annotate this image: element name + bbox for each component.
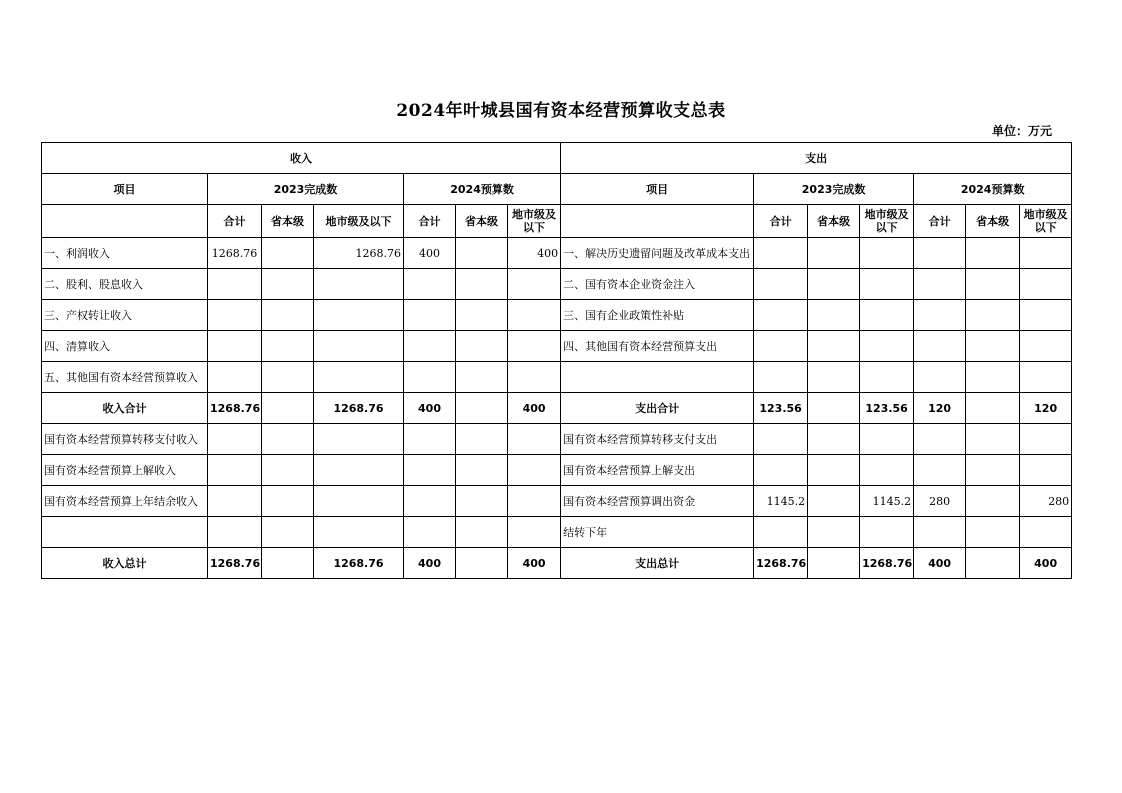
income-header: 收入 (42, 143, 561, 174)
expense-value-cell (966, 517, 1020, 548)
expense-value-cell: 120 (914, 393, 966, 424)
expense-value-cell (860, 300, 914, 331)
expense-value-cell (966, 548, 1020, 579)
col-total: 合计 (754, 205, 808, 238)
income-value-cell (456, 269, 508, 300)
income-value-cell: 400 (404, 393, 456, 424)
table-row (42, 517, 1072, 548)
income-item-label: 一、利润收入 (42, 238, 208, 269)
income-value-cell (508, 517, 561, 548)
expense-value-cell (966, 362, 1020, 393)
income-value-cell (404, 424, 456, 455)
expense-item-label: 支出总计 (561, 548, 754, 579)
col-city: 地市级及以下 (314, 205, 404, 238)
expense-value-cell (914, 238, 966, 269)
income-value-cell (508, 331, 561, 362)
expense-value-cell: 123.56 (860, 393, 914, 424)
expense-item-label: 支出合计 (561, 393, 754, 424)
income-value-cell: 400 (404, 238, 456, 269)
expense-value-cell (914, 331, 966, 362)
expense-value-cell: 1145.2 (754, 486, 808, 517)
expense-value-cell: 1145.2 (860, 486, 914, 517)
income-item-label: 收入合计 (42, 393, 208, 424)
expense-value-cell (754, 517, 808, 548)
expense-value-cell (966, 486, 1020, 517)
col-total: 合计 (208, 205, 262, 238)
expense-value-cell (754, 331, 808, 362)
income-value-cell (208, 455, 262, 486)
income-value-cell (262, 393, 314, 424)
table-row (42, 331, 1072, 362)
expense-item-label: 国有资本经营预算转移支付支出 (561, 424, 754, 455)
table-row (42, 393, 1072, 424)
budget-table (41, 142, 1072, 579)
blank-header-cell (42, 205, 208, 238)
income-item-label: 五、其他国有资本经营预算收入 (42, 362, 208, 393)
expense-item-label: 四、其他国有资本经营预算支出 (561, 331, 754, 362)
income-value-cell (404, 300, 456, 331)
income-item-label (42, 517, 208, 548)
expense-value-cell (1020, 424, 1072, 455)
page-title: 2024年叶城县国有资本经营预算收支总表 (396, 101, 726, 121)
income-value-cell: 1268.76 (208, 238, 262, 269)
expense-value-cell (808, 517, 860, 548)
income-value-cell (208, 300, 262, 331)
income-value-cell (508, 362, 561, 393)
income-value-cell (508, 455, 561, 486)
income-value-cell (314, 517, 404, 548)
expense-value-cell (966, 269, 1020, 300)
income-value-cell: 1268.76 (208, 548, 262, 579)
income-value-cell (404, 269, 456, 300)
col-total: 合计 (914, 205, 966, 238)
expense-value-cell (1020, 300, 1072, 331)
expense-value-cell (808, 362, 860, 393)
income-value-cell (508, 269, 561, 300)
expense-value-cell: 1268.76 (754, 548, 808, 579)
income-value-cell (314, 331, 404, 362)
income-value-cell (314, 424, 404, 455)
expense-value-cell: 400 (914, 548, 966, 579)
income-2023-header: 2023完成数 (208, 174, 404, 205)
expense-item-label: 一、解决历史遗留问题及改革成本支出 (561, 238, 754, 269)
expense-value-cell: 280 (1020, 486, 1072, 517)
expense-value-cell (754, 424, 808, 455)
expense-item-label (561, 362, 754, 393)
income-value-cell (262, 331, 314, 362)
expense-value-cell (860, 362, 914, 393)
income-value-cell (262, 517, 314, 548)
col-province: 省本级 (456, 205, 508, 238)
expense-value-cell (808, 238, 860, 269)
expense-value-cell (808, 300, 860, 331)
income-item-label: 二、股利、股息收入 (42, 269, 208, 300)
expense-value-cell (860, 238, 914, 269)
table-row (42, 486, 1072, 517)
expense-value-cell (808, 424, 860, 455)
income-value-cell: 400 (404, 548, 456, 579)
income-value-cell (262, 362, 314, 393)
col-province: 省本级 (966, 205, 1020, 238)
expense-value-cell (1020, 331, 1072, 362)
table-row (42, 455, 1072, 486)
income-value-cell: 1268.76 (208, 393, 262, 424)
expense-value-cell (860, 455, 914, 486)
expense-value-cell (754, 300, 808, 331)
table-row (42, 238, 1072, 269)
income-value-cell (456, 300, 508, 331)
expense-2024-header: 2024预算数 (914, 174, 1072, 205)
income-value-cell (456, 548, 508, 579)
col-province: 省本级 (808, 205, 860, 238)
income-value-cell: 400 (508, 548, 561, 579)
expense-value-cell (1020, 517, 1072, 548)
income-value-cell (314, 362, 404, 393)
income-item-label: 三、产权转让收入 (42, 300, 208, 331)
income-value-cell (208, 486, 262, 517)
expense-value-cell (860, 269, 914, 300)
expense-item-header: 项目 (561, 174, 754, 205)
income-value-cell (404, 517, 456, 548)
income-value-cell (456, 517, 508, 548)
expense-value-cell (808, 331, 860, 362)
expense-value-cell (966, 300, 1020, 331)
income-item-header: 项目 (42, 174, 208, 205)
expense-value-cell (966, 424, 1020, 455)
unit-label: 单位：万元 (991, 124, 1052, 138)
income-value-cell (456, 362, 508, 393)
table-row (42, 269, 1072, 300)
income-value-cell: 400 (508, 393, 561, 424)
expense-value-cell (966, 331, 1020, 362)
income-value-cell (404, 455, 456, 486)
expense-value-cell (1020, 269, 1072, 300)
income-value-cell (404, 362, 456, 393)
table-row (42, 424, 1072, 455)
income-value-cell (314, 486, 404, 517)
income-value-cell (456, 424, 508, 455)
expense-value-cell: 1268.76 (860, 548, 914, 579)
table-row (42, 548, 1072, 579)
col-total: 合计 (404, 205, 456, 238)
expense-value-cell (914, 362, 966, 393)
col-city: 地市级及以下 (1020, 205, 1072, 238)
income-value-cell (404, 486, 456, 517)
income-item-label: 四、清算收入 (42, 331, 208, 362)
income-value-cell (262, 548, 314, 579)
income-item-label: 收入总计 (42, 548, 208, 579)
table-row (42, 300, 1072, 331)
expense-value-cell (808, 486, 860, 517)
income-value-cell: 1268.76 (314, 393, 404, 424)
income-value-cell: 1268.76 (314, 548, 404, 579)
income-value-cell (456, 455, 508, 486)
income-value-cell (262, 455, 314, 486)
expense-value-cell (754, 269, 808, 300)
expense-value-cell (914, 517, 966, 548)
income-value-cell (208, 517, 262, 548)
expense-value-cell (754, 238, 808, 269)
income-value-cell (262, 238, 314, 269)
income-2024-header: 2024预算数 (404, 174, 561, 205)
expense-value-cell (966, 455, 1020, 486)
income-value-cell (262, 269, 314, 300)
income-value-cell (456, 393, 508, 424)
col-province: 省本级 (262, 205, 314, 238)
expense-item-label: 二、国有资本企业资金注入 (561, 269, 754, 300)
income-value-cell (208, 269, 262, 300)
income-value-cell (508, 486, 561, 517)
income-value-cell (314, 269, 404, 300)
col-city: 地市级及以下 (508, 205, 561, 238)
income-value-cell (262, 300, 314, 331)
income-value-cell (208, 362, 262, 393)
expense-value-cell (860, 331, 914, 362)
expense-value-cell (914, 300, 966, 331)
blank-header-cell (561, 205, 754, 238)
expense-value-cell (1020, 238, 1072, 269)
expense-item-label: 结转下年 (561, 517, 754, 548)
income-value-cell (456, 238, 508, 269)
expense-value-cell (808, 393, 860, 424)
col-city: 地市级及以下 (860, 205, 914, 238)
income-value-cell (456, 331, 508, 362)
expense-value-cell (808, 548, 860, 579)
expense-value-cell: 123.56 (754, 393, 808, 424)
table-row (42, 362, 1072, 393)
income-value-cell: 1268.76 (314, 238, 404, 269)
income-value-cell (508, 424, 561, 455)
expense-value-cell (914, 269, 966, 300)
expense-item-label: 国有资本经营预算上解支出 (561, 455, 754, 486)
income-value-cell (508, 300, 561, 331)
income-item-label: 国有资本经营预算上年结余收入 (42, 486, 208, 517)
income-item-label: 国有资本经营预算转移支付收入 (42, 424, 208, 455)
expense-value-cell: 120 (1020, 393, 1072, 424)
income-value-cell (262, 486, 314, 517)
income-value-cell (314, 455, 404, 486)
income-value-cell (404, 331, 456, 362)
income-value-cell (208, 331, 262, 362)
income-value-cell (314, 300, 404, 331)
expense-value-cell (1020, 455, 1072, 486)
income-value-cell (262, 424, 314, 455)
expense-value-cell (914, 455, 966, 486)
expense-value-cell: 280 (914, 486, 966, 517)
expense-value-cell (914, 424, 966, 455)
expense-value-cell: 400 (1020, 548, 1072, 579)
expense-value-cell (860, 517, 914, 548)
income-value-cell: 400 (508, 238, 561, 269)
income-item-label: 国有资本经营预算上解收入 (42, 455, 208, 486)
expense-item-label: 三、国有企业政策性补贴 (561, 300, 754, 331)
income-value-cell (208, 424, 262, 455)
expense-value-cell (966, 393, 1020, 424)
income-value-cell (456, 486, 508, 517)
expense-value-cell (754, 362, 808, 393)
expense-item-label: 国有资本经营预算调出资金 (561, 486, 754, 517)
expense-value-cell (966, 238, 1020, 269)
expense-value-cell (808, 455, 860, 486)
expense-header: 支出 (561, 143, 1072, 174)
expense-value-cell (1020, 362, 1072, 393)
expense-2023-header: 2023完成数 (754, 174, 914, 205)
expense-value-cell (808, 269, 860, 300)
expense-value-cell (860, 424, 914, 455)
expense-value-cell (754, 455, 808, 486)
